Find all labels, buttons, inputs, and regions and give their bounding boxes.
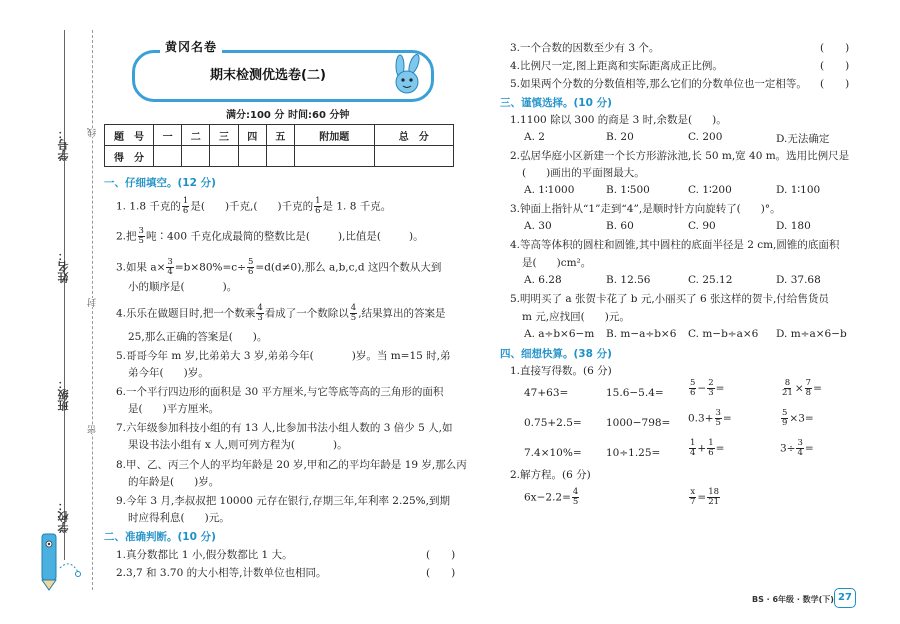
score-input-cell[interactable] [182, 146, 210, 167]
fraction: $\frac{4}{3}$ [257, 303, 263, 323]
page-number: 27 [834, 588, 856, 608]
score-row-label: 得 分 [105, 146, 154, 167]
score-input-cell[interactable] [295, 146, 374, 167]
choice-5-option-a[interactable]: A. a÷b×6−m [524, 328, 595, 340]
score-header-cell: 一 [154, 125, 182, 146]
calc-item: 7.4×10%= [524, 447, 582, 459]
score-input-cell[interactable] [238, 146, 266, 167]
page-title: 期末检测优选卷(二) [210, 68, 326, 83]
pencil-mascot-icon [34, 528, 84, 592]
question-1-4: 4.乐乐在做题目时,把一个数乘 $\frac{4}{3}$ 看成了一个数除以 $\frac{4}{5}$ ,结果算出的答案是 [116, 303, 446, 323]
judge-item-5: 5.如果两个分数的分数值相等,那么它们的分数单位也一定相等。 [510, 78, 807, 90]
choice-4-option-c[interactable]: C. 25.12 [688, 274, 733, 286]
calc-item: 10÷1.25= [606, 447, 661, 459]
choice-4-option-a[interactable]: A. 6.28 [524, 274, 562, 286]
score-header-cell: 五 [266, 125, 294, 146]
section2-heading: 二、准确判断。(10 分) [104, 531, 216, 543]
question-1-4-line2: 25,那么正确的答案是( )。 [128, 331, 268, 343]
choice-question-4-line2: 是( )cm²。 [522, 257, 592, 269]
question-1-2: 2.把 $\frac{3}{5}$ 吨∶400 千克化成最简的整数比是( ),比值是( )。 [116, 226, 424, 246]
sidebar-solid-line [64, 30, 65, 560]
label-student-id: 学号： [57, 128, 70, 161]
calc-item: 15.6−5.4= [606, 387, 664, 399]
label-school: 学校： [57, 500, 70, 533]
score-header-cell: 二 [182, 125, 210, 146]
choice-5-option-c[interactable]: C. m−b÷a×6 [688, 328, 759, 340]
calc-item: 0.75+2.5= [524, 417, 582, 429]
section4-heading: 四、细想快算。(38 分) [500, 348, 612, 360]
sidebar-dashed-line [92, 30, 93, 590]
fraction: $\frac{5}{6}$ [247, 257, 254, 277]
calc-item: $\frac{8}{21}$ × $\frac{7}{8}$ = [782, 378, 822, 398]
question-1-5: 5.哥哥今年 m 岁,比弟弟大 3 岁,弟弟今年( )岁。当 m=15 时,弟 [116, 350, 451, 362]
calc-item: $\frac{5}{9}$ ×3= [782, 408, 814, 428]
question-1-6-line2: 是( )平方厘米。 [128, 403, 220, 415]
question-1-5-line2: 弟今年( )岁。 [128, 367, 209, 379]
choice-1-option-d[interactable]: D.无法确定 [776, 133, 830, 145]
exam-time: 时间:60 分钟 [288, 110, 350, 121]
calc-item: $\frac{1}{4}$ + $\frac{1}{6}$ = [690, 438, 725, 458]
subsection-solve-equation: 2.解方程。(6 分) [510, 469, 591, 481]
choice-2-option-c[interactable]: C. 1∶200 [688, 184, 732, 196]
judge-item-3: 3.一个合数的因数至少有 3 个。 [510, 42, 660, 54]
cut-mark-close: 密 [88, 425, 98, 434]
choice-3-option-b[interactable]: B. 60 [606, 220, 634, 232]
judge-paren-3[interactable]: ( ) [820, 42, 850, 54]
score-input-cell[interactable] [374, 146, 454, 167]
section3-heading: 三、谨慎选择。(10 分) [500, 97, 612, 109]
section1-heading: 一、仔细填空。(12 分) [104, 177, 216, 189]
judge-item-4: 4.比例尺一定,图上距离和实际距离成正比例。 [510, 60, 723, 72]
choice-2-option-d[interactable]: D. 1∶100 [776, 184, 821, 196]
question-1-9-line2: 时应得利息( )元。 [128, 512, 230, 524]
fraction: $\frac{4}{5}$ [350, 303, 357, 323]
score-header-cell: 四 [238, 125, 266, 146]
fraction: $\frac{3}{5}$ [138, 226, 144, 246]
judge-paren-2[interactable]: ( ) [426, 567, 456, 579]
score-input-cell[interactable] [154, 146, 182, 167]
fraction: $\frac{3}{4}$ [167, 257, 173, 277]
choice-question-5: 5.明明买了 a 张贺卡花了 b 元,小丽买了 6 张这样的贺卡,付给售货员 [510, 293, 829, 305]
subsection-direct-calc: 1.直接写得数。(6 分) [510, 365, 612, 377]
footer-info: BS · 6年级 · 数学(下) [752, 595, 834, 604]
choice-5-option-d[interactable]: D. m÷a×6−b [776, 328, 847, 340]
full-score: 满分:100 分 [226, 110, 285, 121]
choice-question-2-line2: ( )画出的平面图最大。 [522, 167, 645, 179]
choice-3-option-d[interactable]: D. 180 [776, 220, 811, 232]
label-class: 班级： [57, 378, 70, 411]
fraction: $\frac{1}{6}$ [182, 196, 189, 216]
rabbit-mascot-icon [386, 54, 430, 100]
judge-paren-4[interactable]: ( ) [820, 60, 850, 72]
question-1-7-line2: 果设书法小组有 x 人,则可列方程为( )。 [128, 439, 348, 451]
score-header-cell: 附加题 [295, 125, 374, 146]
equation-1: 6x−2.2= $\frac{4}{5}$ [524, 487, 579, 507]
question-1-8-line2: 的年龄是( )岁。 [128, 476, 220, 488]
judge-item-1: 1.真分数都比 1 小,假分数都比 1 大。 [116, 549, 293, 561]
question-1-3: 3.如果 a× $\frac{3}{4}$ =b×80%=c÷ $\frac{5}{6}$ =d(d≠0),那么 a,b,c,d 这四个数从大到 [116, 257, 442, 277]
choice-3-option-a[interactable]: A. 30 [524, 220, 552, 232]
score-input-cell[interactable] [266, 146, 294, 167]
question-1-7: 7.六年级参加科技小组的有 13 人,比参加书法小组人数的 3 倍少 5 人,如 [116, 422, 453, 434]
choice-2-option-b[interactable]: B. 1∶500 [606, 184, 650, 196]
score-header-cell: 题 号 [105, 125, 154, 146]
judge-item-2: 2.3,7 和 3.70 的大小相等,计数单位也相同。 [116, 567, 327, 579]
score-input-cell[interactable] [210, 146, 238, 167]
cut-mark-seal: 封 [88, 298, 98, 307]
calc-item: 3÷ $\frac{3}{4}$ = [780, 438, 814, 458]
choice-question-4: 4.等高等体积的圆柱和圆锥,其中圆柱的底面半径是 2 cm,圆锥的底面积 [510, 239, 840, 251]
choice-1-option-c[interactable]: C. 200 [688, 131, 723, 143]
choice-question-5-line2: m 元,应找回( )元。 [522, 311, 630, 323]
calc-item: 47+63= [524, 387, 569, 399]
score-table [104, 124, 454, 167]
choice-1-option-b[interactable]: B. 20 [606, 131, 634, 143]
question-1-3-line2: 小的顺序是( )。 [128, 281, 238, 293]
calc-item: 0.3+ $\frac{3}{5}$ = [688, 408, 732, 428]
judge-paren-1[interactable]: ( ) [426, 549, 456, 561]
calc-item: $\frac{5}{6}$ − $\frac{2}{3}$ = [690, 378, 725, 398]
score-header-cell: 总 分 [374, 125, 454, 146]
choice-2-option-a[interactable]: A. 1∶1000 [524, 184, 575, 196]
choice-1-option-a[interactable]: A. 2 [524, 131, 545, 143]
choice-3-option-c[interactable]: C. 90 [688, 220, 716, 232]
judge-paren-5[interactable]: ( ) [820, 78, 850, 90]
question-1-1: 1. 1.8 千克的 $\frac{1}{6}$ 是( )千克,( )千克的 $\frac{1}{6}$ 是 1. 8 千克。 [116, 196, 392, 216]
calc-item: 1000−798= [606, 417, 671, 429]
choice-4-option-b[interactable]: B. 12.56 [606, 274, 651, 286]
choice-question-1: 1.1100 除以 300 的商是 3 时,余数是( )。 [510, 114, 727, 126]
choice-question-3: 3.钟面上指针从“1”走到“4”,是顺时针方向旋转了( )°。 [510, 203, 781, 215]
equation-2: $\frac{x}{7}$ = $\frac{18}{21}$ [690, 487, 720, 507]
brand-logo: 黄冈名卷 [160, 38, 222, 55]
question-1-6: 6.一个平行四边形的面积是 30 平方厘米,与它等底等高的三角形的面积 [116, 386, 444, 398]
label-name: 姓名： [57, 250, 70, 283]
score-header-cell: 三 [210, 125, 238, 146]
choice-4-option-d[interactable]: D. 37.68 [776, 274, 821, 286]
question-1-9: 9.今年 3 月,李叔叔把 10000 元存在银行,存期三年,年利率 2.25%,到期 [116, 495, 450, 507]
choice-5-option-b[interactable]: B. m−a÷b×6 [606, 328, 677, 340]
question-1-8: 8.甲、乙、丙三个人的平均年龄是 20 岁,甲和乙的平均年龄是 19 岁,那么丙 [116, 459, 467, 471]
cut-mark-line: 线 [88, 128, 98, 137]
fraction: $\frac{1}{6}$ [315, 196, 321, 216]
choice-question-2: 2.弘居华庭小区新建一个长方形游泳池,长 50 m,宽 40 m。选用比例尺是 [510, 150, 850, 162]
